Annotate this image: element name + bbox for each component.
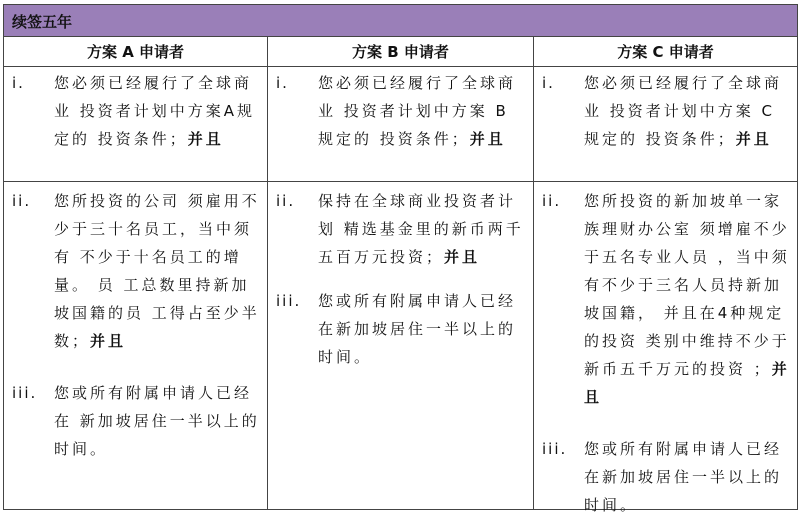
list-item [12, 69, 262, 153]
item-number: ii. [12, 192, 32, 210]
item-text: 您所投资的新加坡单一家族理财办公室 须增雇不少于五名专业人员 ，当中须有不少于三名人员持新加坡国籍， 并且在4种规定的投资 类别中维持不少于新币五千万元的投资 ； [584, 192, 790, 378]
table-title-bar [4, 5, 797, 37]
list-item [12, 187, 262, 355]
list-item [12, 379, 262, 463]
cell-c-1 [542, 69, 792, 153]
row-divider [4, 181, 797, 182]
item-text: 您必须已经履行了全球商业 投资者计划中方案A规定的 投资条件； [54, 74, 256, 148]
item-text: 您或所有附属申请人已经在 新加坡居住一半以上的时间。 [54, 384, 260, 458]
item-number: i. [542, 74, 555, 92]
column-header-c: 方案 C 申请者 [534, 37, 797, 67]
item-number: iii. [12, 384, 38, 402]
list-item [542, 435, 792, 519]
item-text: 您所投资的公司 须雇用不 少于三十名员工，当中须有 不少于十名员工的增量。 员 工总数里持新加坡国籍的员 工得占至少半数； [54, 192, 260, 350]
item-number: iii. [276, 292, 302, 310]
item-tail: 并且 [187, 130, 224, 148]
list-item [542, 187, 792, 411]
item-tail: 并且 [90, 332, 127, 350]
cell-b-1 [276, 69, 526, 153]
list-item [542, 69, 792, 153]
column-divider [533, 37, 534, 509]
cell-b-2 [276, 187, 526, 371]
item-text: 您必须已经履行了全球商业 投资者计划中方案 B规定的 投资条件； [318, 74, 517, 148]
item-text: 保持在全球商业投资者计划 精选基金里的新币两千五百万元投资； [318, 192, 524, 266]
item-tail: 并且 [735, 130, 772, 148]
item-tail: 并且 [469, 130, 506, 148]
item-text: 您必须已经履行了全球商业 投资者计划中方案 C规定的 投资条件； [584, 74, 783, 148]
cell-a-1 [12, 69, 262, 153]
renewal-table [3, 4, 798, 514]
cell-c-2 [542, 187, 792, 519]
table-title: 续签五年 [12, 13, 73, 31]
item-number: iii. [542, 440, 568, 458]
item-tail: 并且 [444, 248, 481, 266]
list-item [276, 287, 526, 371]
column-header-a: 方案 A 申请者 [4, 37, 267, 67]
item-number: ii. [276, 192, 296, 210]
item-number: i. [276, 74, 289, 92]
cell-a-2 [12, 187, 262, 463]
item-number: ii. [542, 192, 562, 210]
column-header-b: 方案 B 申请者 [268, 37, 533, 67]
item-text: 您或所有附属申请人已经在新加坡居住一半以上的时间。 [584, 440, 783, 514]
column-divider [267, 37, 268, 509]
list-item [276, 69, 526, 153]
list-item [276, 187, 526, 271]
item-tail: 并且 [584, 360, 790, 406]
item-number: i. [12, 74, 25, 92]
item-text: 您或所有附属申请人已经在新加坡居住一半以上的时间。 [318, 292, 517, 366]
